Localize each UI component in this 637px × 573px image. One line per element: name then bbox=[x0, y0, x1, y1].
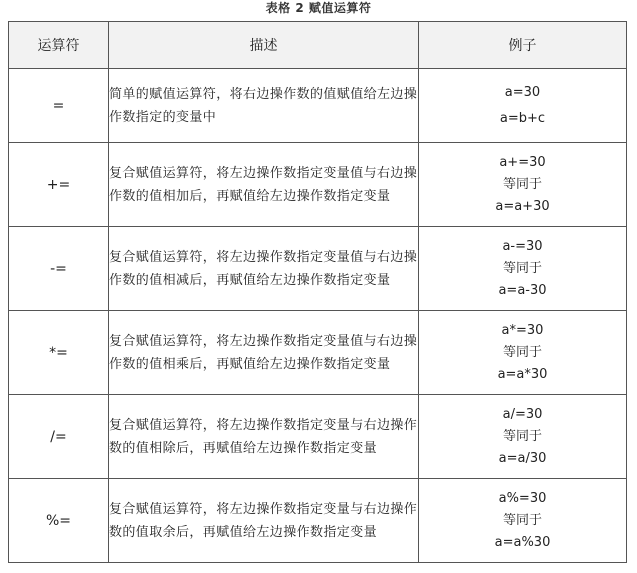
description-cell: 复合赋值运算符，将左边操作数指定变量值与右边操作数的值相乘后，再赋值给左边操作数指定变量 bbox=[109, 311, 419, 395]
description-cell: 复合赋值运算符，将左边操作数指定变量与右边操作数的值相除后，再赋值给左边操作数指定变量 bbox=[109, 395, 419, 479]
example-line: a+=30 bbox=[499, 154, 546, 170]
example-line: a=a/30 bbox=[498, 450, 547, 466]
table-row bbox=[9, 311, 627, 395]
description-cell: 复合赋值运算符，将左边操作数指定变量与右边操作数的值取余后，再赋值给左边操作数指定变量 bbox=[109, 479, 419, 563]
example-line: 等同于 bbox=[502, 428, 542, 444]
example-line: 等同于 bbox=[502, 512, 542, 528]
table-row bbox=[9, 143, 627, 227]
example-cell bbox=[419, 479, 627, 563]
table-row bbox=[9, 227, 627, 311]
description-cell: 复合赋值运算符，将左边操作数指定变量值与右边操作数的值相加后，再赋值给左边操作数指定变量 bbox=[109, 143, 419, 227]
example-line: a=a*30 bbox=[497, 366, 548, 382]
operator-cell: /= bbox=[9, 395, 109, 479]
example-cell bbox=[419, 395, 627, 479]
example-line: a%=30 bbox=[498, 490, 547, 506]
description-cell: 简单的赋值运算符，将右边操作数的值赋值给左边操作数指定的变量中 bbox=[109, 69, 419, 143]
description-cell: 复合赋值运算符，将左边操作数指定变量值与右边操作数的值相减后，再赋值给左边操作数指定变量 bbox=[109, 227, 419, 311]
example-cell bbox=[419, 311, 627, 395]
table-row bbox=[9, 69, 627, 143]
example-cell bbox=[419, 227, 627, 311]
example-line: 等同于 bbox=[502, 260, 542, 276]
example-line: a/=30 bbox=[502, 406, 543, 422]
assignment-operators-table bbox=[8, 21, 627, 563]
example-line: a*=30 bbox=[501, 322, 544, 338]
example-cell bbox=[419, 69, 627, 143]
operator-cell: %= bbox=[9, 479, 109, 563]
example-line: 等同于 bbox=[502, 176, 542, 192]
example-line: a=a+30 bbox=[495, 198, 550, 214]
operator-cell: -= bbox=[9, 227, 109, 311]
example-line: a-=30 bbox=[502, 238, 543, 254]
header-row bbox=[9, 22, 627, 69]
example-line: a=a%30 bbox=[494, 534, 551, 550]
example-line: a=a-30 bbox=[498, 282, 547, 298]
header-description: 描述 bbox=[109, 22, 419, 69]
operator-cell: += bbox=[9, 143, 109, 227]
table-row bbox=[9, 479, 627, 563]
table-caption: 表格 2 赋值运算符 bbox=[265, 1, 372, 15]
example-line: 等同于 bbox=[502, 344, 542, 360]
example-line: a=30 bbox=[504, 84, 541, 100]
example-cell bbox=[419, 143, 627, 227]
header-operator: 运算符 bbox=[9, 22, 109, 69]
example-line: a=b+c bbox=[499, 110, 546, 126]
operator-cell: *= bbox=[9, 311, 109, 395]
header-example: 例子 bbox=[419, 22, 627, 69]
operator-cell: = bbox=[9, 69, 109, 143]
table-row bbox=[9, 395, 627, 479]
